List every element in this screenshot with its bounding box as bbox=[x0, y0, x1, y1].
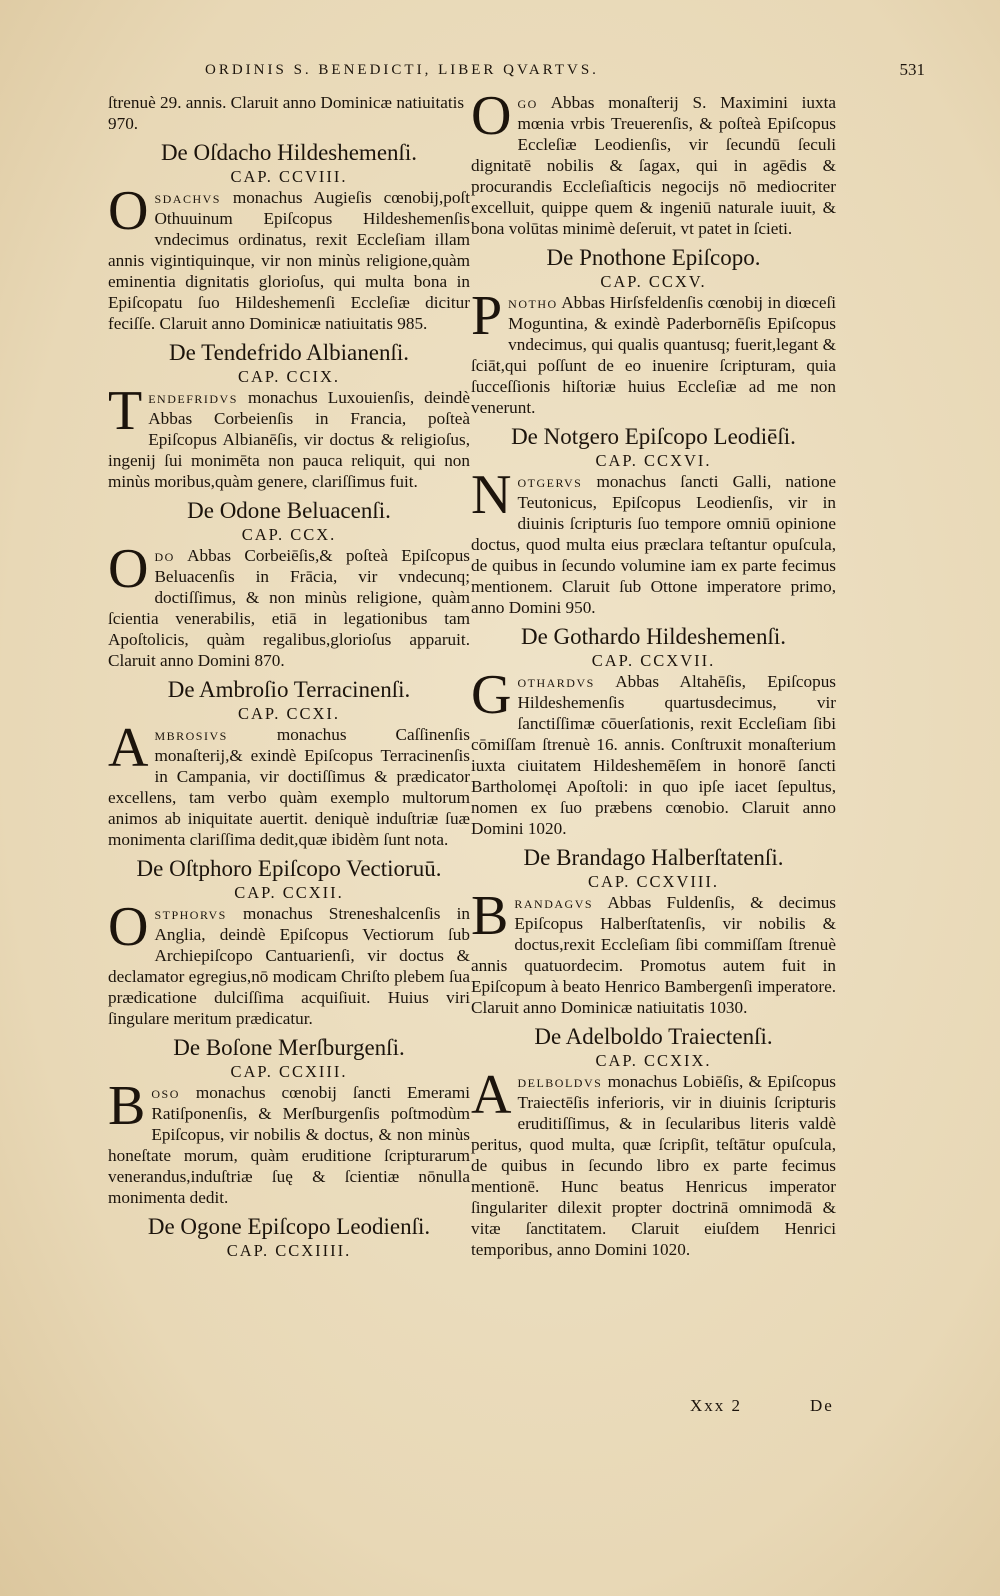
page-number: 531 bbox=[899, 60, 925, 79]
entry-title: De Ogone Epiſcopo Leodienſi. bbox=[147, 1214, 431, 1239]
drop-cap: B bbox=[471, 885, 509, 947]
opening-word: notho bbox=[508, 293, 558, 312]
entry-text: monachus ſancti Galli, natione Teutonicus, Epiſcopus Leodienſis, vir in diuinis ſcripturis ſuo tempore omniū opinione doctus, quod multa eius præclara teſtantur opuſcula, de quibus in ſecundo volumine iam ex parte fecimus mentionem. Claruit ſub Ottone imperatore primo, anno Domini 950. bbox=[471, 472, 836, 617]
drop-cap: B bbox=[108, 1075, 146, 1137]
signature-mark: Xxx 2 bbox=[690, 1396, 743, 1415]
book-entry bbox=[471, 843, 836, 1018]
chapter-number: CAP. CCXII. bbox=[234, 883, 344, 902]
chapter-number: CAP. CCXVII. bbox=[591, 651, 716, 670]
opening-word: randagvs bbox=[514, 893, 594, 912]
running-title: ORDINIS S. BENEDICTI, LIBER QVARTVS. bbox=[205, 62, 599, 78]
drop-cap: O bbox=[471, 85, 512, 147]
opening-word: endefridvs bbox=[148, 388, 238, 407]
chapter-number: CAP. CCXIIII. bbox=[226, 1241, 352, 1260]
entry-text: Abbas Hirſsfeldenſis cœnobij in diœceſi Moguntina, & exindè Paderbornēſis Epiſcopus vndecimus, qui qualis quantusq; fuerit,legant & ſciāt,qui poſſunt de eo inuenire ſcripturam, quia ſucceſſionis hiſtoriæ huius Eccleſiæ ad me non venerunt. bbox=[471, 293, 836, 417]
right-intro-entry bbox=[471, 85, 836, 239]
drop-cap: G bbox=[471, 664, 512, 726]
entry-text: monachus Lobiēſis, & Epiſcopus Traiectēſis inferioris, vir in diuinis ſcripturis eruditiſſimus, & in ſecularibus literis valdè peritus, quod multa, quæ ſcripſit, teſtātur opuſcula, de quibus in ſecundo libro ex parte fecimus mentionē. Hunc beatus Henricus imperator ſingulariter dilexit propter doctrinā omnimodā & vitæ ſanctitatem. Claruit eiuſdem Henrici temporibus, anno Domini 1020. bbox=[471, 1072, 836, 1259]
chapter-number: CAP. CCXVIII. bbox=[588, 872, 719, 891]
entry-text: Abbas Corbeiēſis,& poſteà Epiſcopus Beluacenſis in Frācia, vir vndecunq; doctiſſimus, & non minùs religione, quàm ſcientia venerabilis, etiā in legationibus tam Apoſtolicis, quàm regalibus,glorioſus apparuit. Claruit anno Domini 870. bbox=[108, 546, 470, 670]
entry-title: De Pnothone Epiſcopo. bbox=[546, 245, 761, 270]
entry-text: Abbas monaſterij S. Maximini iuxta mœnia vrbis Treuerenſis, & poſteà Epiſcopus Eccleſiæ Leodienſis, vir ſecundū ſeculi dignitatē nobilis & ſagax, qui in agēdis & procurandis Eccleſiaſticis negocijs nō mediocriter excelluit, quippe quem & ingeniū naturale iuuit, & bona volūtas minimè deſeruit, vt patet in ſcieti. bbox=[471, 93, 836, 238]
chapter-number: CAP. CCXV. bbox=[600, 272, 707, 291]
chapter-number: CAP. CCVIII. bbox=[230, 167, 348, 186]
book-entry bbox=[471, 243, 836, 418]
entry-title: De Ambroſio Terracinenſi. bbox=[167, 677, 411, 702]
left-entries bbox=[108, 138, 470, 1208]
entry-text: Abbas Altahēſis, Epiſcopus Hildeshemenſis quartusdecimus, vir ſanctiſſimæ cōuerſationis, rexit Eccleſiam ſibi cōmiſſam ſtrenuè 16. annis. Conſtruxit monaſterium iuxta ciuitatem Hildeshemēſem in honorē ſancti Bartholomęi Apoſtoli: in quo ipſe iacet ſepultus, nomen ex ſuo præbens cœnobio. Claruit anno Domini 1020. bbox=[471, 672, 836, 838]
chapter-number: CAP. CCIX. bbox=[237, 367, 341, 386]
entry-title: De Oſdacho Hildeshemenſi. bbox=[160, 140, 418, 165]
entry-title: De Adelboldo Traiectenſi. bbox=[534, 1024, 773, 1049]
entry-title: De Brandago Halberſtatenſi. bbox=[523, 845, 784, 870]
opening-word: otgervs bbox=[517, 472, 583, 491]
entry-body bbox=[108, 896, 470, 1029]
entry-title: De Gothardo Hildeshemenſi. bbox=[520, 624, 787, 649]
entry-body bbox=[108, 180, 470, 334]
book-entry bbox=[108, 338, 470, 492]
drop-cap: A bbox=[108, 717, 149, 779]
left-intro-text: ſtrenuè 29. annis. Claruit anno Dominicæ natiuitatis 970. bbox=[108, 93, 465, 133]
entry-body bbox=[471, 285, 836, 418]
drop-cap: A bbox=[471, 1064, 512, 1126]
drop-cap: N bbox=[471, 464, 512, 526]
entry-body bbox=[108, 380, 470, 492]
drop-cap: O bbox=[108, 538, 149, 600]
opening-word: oso bbox=[151, 1083, 180, 1102]
book-entry bbox=[108, 1033, 470, 1208]
chapter-number: CAP. CCXVI. bbox=[595, 451, 712, 470]
entry-text: monachus cœnobij ſancti Emerami Ratiſponenſis, & Merſburgenſis poſtmodùm Epiſcopus, vir nobilis & doctus, & non minùs honeſtate morum, quàm eruditione ſcripturarum venerandus,induſtriæ ſuę & ſcientiæ nōnulla monimenta dedit. bbox=[108, 1083, 470, 1207]
book-entry bbox=[471, 622, 836, 839]
drop-cap: T bbox=[108, 380, 143, 442]
entry-text: monachus Caſſinenſis monaſterij,& exindè Epiſcopus Terracinenſis in Campania, vir doctiſſimus & prædicator excellens, tam verbo quàm exemplo multorum animos ab iniquitate auertit. deniquè induſtriæ ſuæ monimenta clariſſima dedit,quæ ibidèm ſunt nota. bbox=[108, 725, 470, 849]
opening-word: go bbox=[517, 93, 538, 112]
entry-body bbox=[108, 538, 470, 671]
chapter-number: CAP. CCXIX. bbox=[595, 1051, 712, 1070]
entry-title: De Notgero Epiſcopo Leodiēſi. bbox=[511, 424, 796, 449]
drop-cap: P bbox=[471, 285, 503, 347]
entry-text: monachus Streneshalcenſis in Anglia, deindè Epiſcopus Vectiorum ſub Archiepiſcopo Cantuarienſi, vir doctus & declamator egregius,nō modicam Chriſto plebem ſua prædicatione dulciſſima acquiſiuit. Huius viri ſingulare meritum prædicatur. bbox=[108, 904, 470, 1028]
opening-word: sdachvs bbox=[154, 188, 221, 207]
opening-word: stphorvs bbox=[154, 904, 227, 923]
book-entry bbox=[108, 675, 470, 850]
drop-cap: O bbox=[108, 896, 149, 958]
entry-title: De Oſtphoro Epiſcopo Vectioruū. bbox=[136, 856, 442, 881]
book-entry bbox=[108, 496, 470, 671]
drop-cap: O bbox=[108, 180, 149, 242]
entry-body bbox=[471, 664, 836, 839]
book-entry bbox=[471, 1022, 836, 1260]
book-entry bbox=[108, 138, 470, 334]
catchword: De bbox=[810, 1396, 834, 1415]
opening-word: othardvs bbox=[517, 672, 595, 691]
entry-body bbox=[471, 885, 836, 1018]
opening-word: do bbox=[154, 546, 175, 565]
entry-text: Abbas Fuldenſis, & decimus Epiſcopus Halberſtatenſis, vir nobilis & doctus,rexit Eccleſiam ſibi commiſſam ſtrenuè annis quatuordecim. Promotus autem fuit in Epiſcopum à beato Henrico Bambergenſi imperatore. Claruit anno Dominicæ natiuitatis 1030. bbox=[471, 893, 836, 1017]
entry-body bbox=[471, 1064, 836, 1260]
opening-word: mbrosivs bbox=[154, 725, 228, 744]
entry-body bbox=[108, 717, 470, 850]
chapter-number: CAP. CCX. bbox=[241, 525, 337, 544]
entry-text: monachus Luxouienſis, deindè Abbas Corbeienſis in Francia, poſteà Epiſcopus Albianēſis, vir doctus & religioſus, ingenij ſui monimēta non pauca reliquit, qui non minùs moribus,quàm genere, clariſſimus fuit. bbox=[108, 388, 470, 491]
entry-body bbox=[471, 464, 836, 618]
entry-title: De Odone Beluacenſi. bbox=[187, 498, 391, 523]
chapter-number: CAP. CCXI. bbox=[237, 704, 341, 723]
opening-word: delboldvs bbox=[517, 1072, 603, 1091]
entry-text: monachus Augieſis cœnobij,poſt Othuuinum Epiſcopus Hildeshemenſis vndecimus ordinatus, rexit Eccleſiam illam annis vigintiquinque, vir non minùs religione,quàm eminentia dignitatis glorioſus, qui multa bona in Epiſcopatu ſuo Hildeshemenſi Eccleſiæ dicitur feciſſe. Claruit anno Dominicæ natiuitatis 985. bbox=[108, 188, 470, 333]
book-entry bbox=[108, 854, 470, 1029]
right-column bbox=[471, 85, 836, 1260]
entry-title: De Boſone Merſburgenſi. bbox=[173, 1035, 405, 1060]
chapter-number: CAP. CCXIII. bbox=[230, 1062, 348, 1081]
entry-title: De Tendefrido Albianenſi. bbox=[168, 340, 410, 365]
entry-body bbox=[108, 1075, 470, 1208]
book-entry bbox=[471, 422, 836, 618]
left-column bbox=[108, 92, 470, 1261]
right-entries bbox=[471, 243, 836, 1260]
running-header bbox=[205, 62, 925, 79]
